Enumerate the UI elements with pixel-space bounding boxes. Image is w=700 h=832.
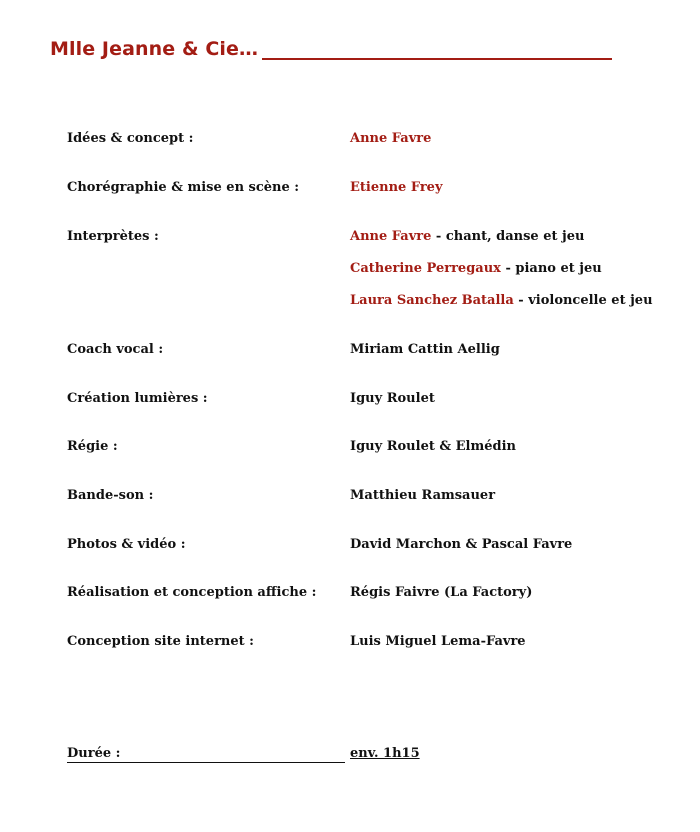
performer-role: - violoncelle et jeu (513, 293, 653, 308)
website-label: Conception site internet : (67, 634, 254, 649)
poster-label: Réalisation et conception affiche : (67, 585, 317, 600)
credit-row-coach (0, 342, 700, 364)
performer-name: Catherine Perregaux (350, 261, 501, 276)
page-title: Mlle Jeanne & Cie… (50, 38, 259, 60)
website-value: Luis Miguel Lema-Favre (350, 634, 526, 649)
performer-name: Anne Favre (350, 229, 432, 244)
credit-row-performer-2 (0, 261, 700, 283)
credit-row-performer-3 (0, 293, 700, 315)
performer-item (350, 261, 602, 276)
duration-value: env. 1h15 (350, 746, 420, 761)
sound-label: Bande-son : (67, 488, 154, 503)
regie-value: Iguy Roulet & Elmédin (350, 439, 516, 454)
poster-value: Régis Faivre (La Factory) (350, 585, 533, 600)
credit-row-poster (0, 585, 700, 607)
header (50, 38, 612, 68)
credit-row-regie (0, 439, 700, 461)
performer-item (350, 293, 653, 308)
coach-label: Coach vocal : (67, 342, 164, 357)
performer-name: Laura Sanchez Batalla (350, 293, 514, 308)
photo-label: Photos & vidéo : (67, 537, 186, 552)
credit-row-performers (0, 229, 700, 251)
title-underline-rule (262, 58, 612, 60)
credit-row-sound (0, 488, 700, 510)
concept-value: Anne Favre (350, 131, 432, 146)
coach-value: Miriam Cattin Aellig (350, 342, 500, 357)
credit-row-choreography (0, 180, 700, 202)
concept-label: Idées & concept : (67, 131, 194, 146)
performer-item (350, 229, 584, 244)
credit-row-photo (0, 537, 700, 559)
lights-label: Création lumières : (67, 391, 208, 406)
performer-role: - piano et jeu (500, 261, 602, 276)
regie-label: Régie : (67, 439, 118, 454)
photo-value: David Marchon & Pascal Favre (350, 537, 573, 552)
performers-label: Interprètes : (67, 229, 159, 244)
performer-role: - chant, danse et jeu (431, 229, 585, 244)
duration-label: Durée : (67, 746, 345, 763)
lights-value: Iguy Roulet (350, 391, 435, 406)
sound-value: Matthieu Ramsauer (350, 488, 496, 503)
credit-row-lights (0, 391, 700, 413)
choreography-value: Etienne Frey (350, 180, 443, 195)
credit-row-concept (0, 131, 700, 153)
choreography-label: Chorégraphie & mise en scène : (67, 180, 300, 195)
credit-row-website (0, 634, 700, 656)
